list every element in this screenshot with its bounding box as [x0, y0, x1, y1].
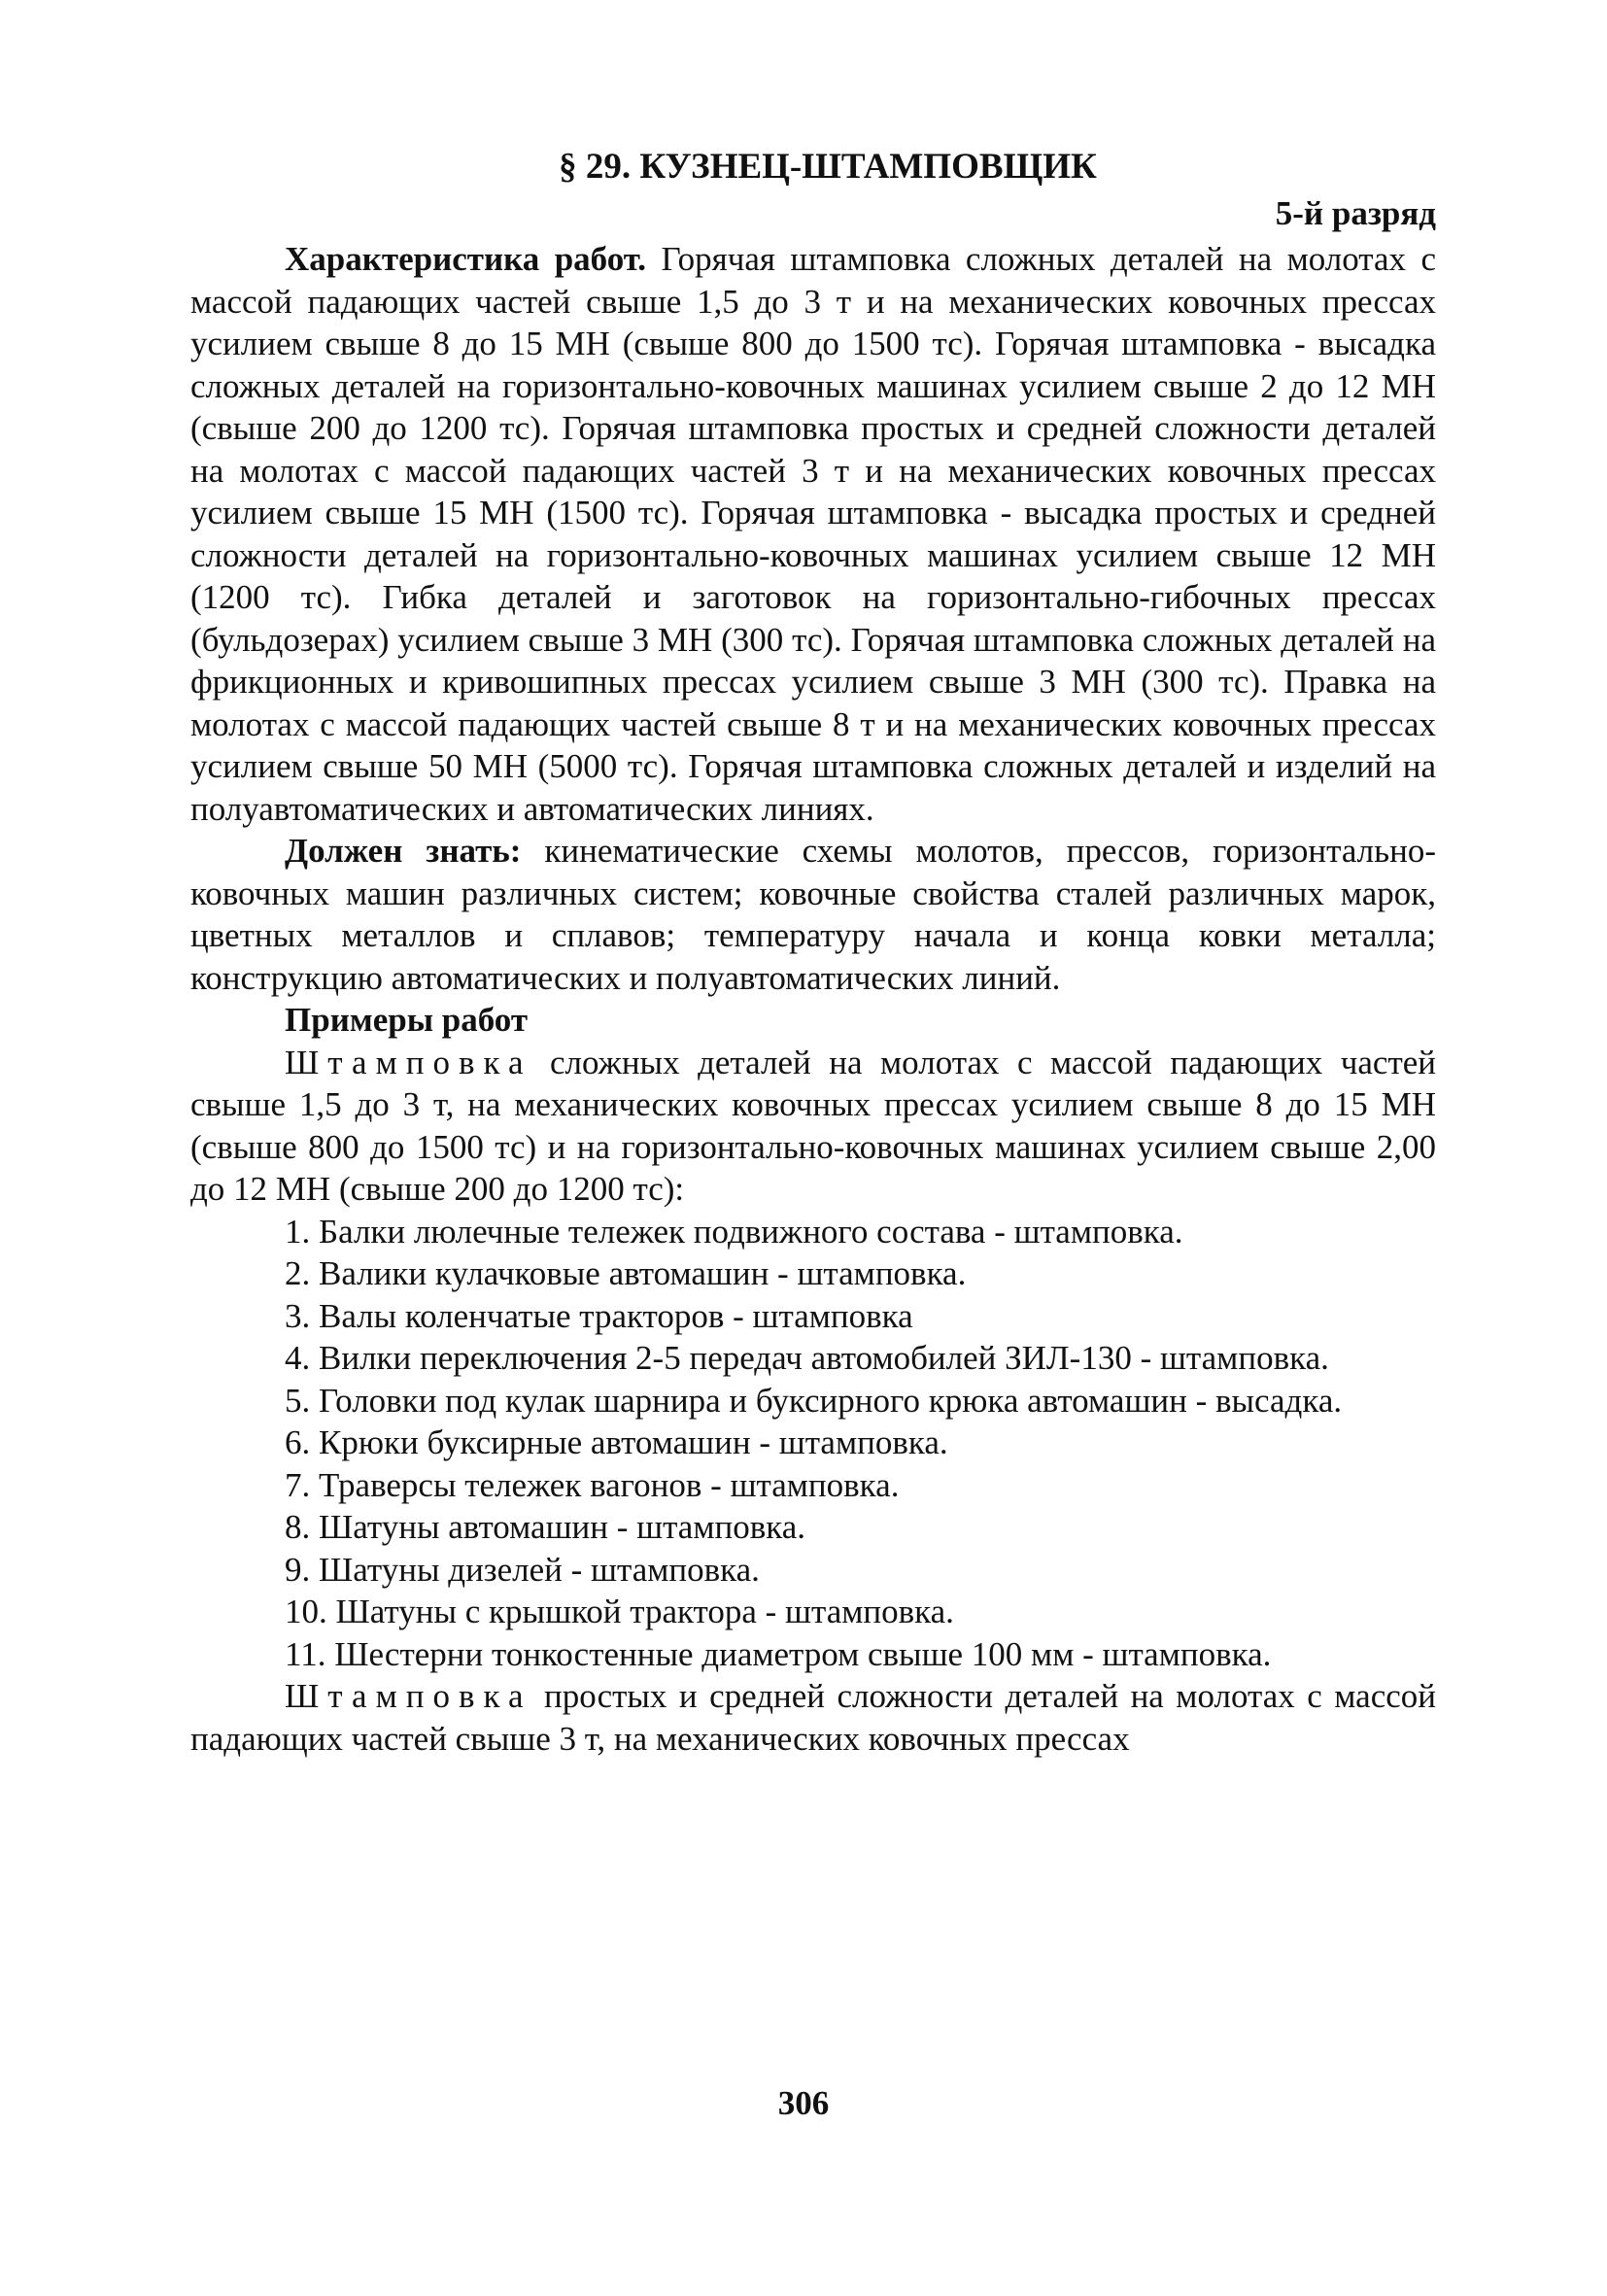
list-item: 6. Крюки буксирные автомашин - штамповка.	[285, 1423, 948, 1461]
knowledge-label: Должен знать:	[285, 832, 522, 870]
examples-title: Примеры работ	[285, 1001, 529, 1039]
document-page	[190, 146, 1436, 1760]
list-item: 10. Шатуны с крышкой трактора - штамповка.	[285, 1593, 954, 1630]
knowledge-text: кинематические схемы молотов, прессов, горизонтально-ковочных машин различных систем; ковочные свойства сталей различных марок, цветных металлов и сплавов; температуру начала и конца ковки металла; конструкцию автоматических и полуавтоматических линий.	[190, 832, 1436, 997]
list-item: 11. Шестерни тонкостенные диаметром свыше 100 мм - штамповка.	[285, 1634, 1272, 1673]
examples-list	[190, 1211, 1436, 1676]
examples-group-2-text: простых и средней сложности деталей на молотах с массой падающих частей свыше 3 т, на механических ковочных прессах	[190, 1677, 1436, 1758]
examples-group-2	[190, 1675, 1436, 1760]
examples-group-1-text: сложных деталей на молотах с массой падающих частей свыше 1,5 до 3 т, на механических ковочных прессах усилием свыше 8 до 15 МН (свыше 800 до 1500 тс) и на горизонтально-ковочных машинах усилием свыше 2,00 до 12 МН (свыше 200 до 1200 тс):	[190, 1043, 1437, 1208]
list-item: 5. Головки под кулак шарнира и буксирного крюка автомашин - высадка.	[285, 1381, 1343, 1420]
examples-group-2-lead: Штамповка	[285, 1677, 532, 1715]
grade-label: 5-й разряд	[1275, 193, 1436, 232]
knowledge-paragraph	[190, 830, 1436, 999]
list-item: 9. Шатуны дизелей - штамповка.	[285, 1550, 760, 1589]
list-item: 1. Балки люлечные тележек подвижного состава - штамповка.	[285, 1212, 1183, 1251]
list-item: 8. Шатуны автомашин - штамповка.	[285, 1508, 806, 1546]
section-heading: § 29. КУЗНЕЦ-ШТАМПОВЩИК	[559, 147, 1097, 187]
list-item: 4. Вилки переключения 2-5 передач автомобилей ЗИЛ-130 - штамповка.	[285, 1339, 1329, 1377]
page-number: 306	[777, 2084, 830, 2122]
list-item: 3. Валы коленчатые тракторов - штамповка	[285, 1296, 913, 1335]
examples-group-1	[190, 1042, 1436, 1211]
list-item: 2. Валики кулачковые автомашин - штамповка.	[285, 1254, 967, 1292]
list-item: 7. Траверсы тележек вагонов - штамповка.	[285, 1465, 900, 1504]
characteristic-paragraph	[190, 238, 1436, 830]
characteristic-text: Горячая штамповка сложных деталей на молотах с массой падающих частей свыше 1,5 до 3 т и на механических ковочных прессах усилием свыше 8 до 15 МН (свыше 800 до 1500 тс). Горячая штамповка - высадка сложных деталей на горизонтально-ковочных машинах усилием свыше 2 до 12 МН (свыше 200 до 1200 тс). Горячая штамповка простых и средней сложности деталей на молотах с массой падающих частей 3 т и на механических ковочных прессах усилием свыше 15 МН (1500 тс). Горячая штамповка - высадка простых и средней сложности деталей на горизонтально-ковочных машинах усилием свыше 12 МН (1200 тс). Гибка деталей и заготовок на горизонтально-гибочных прессах (бульдозерах) усилием свыше 3 МН (300 тс). Горячая штамповка сложных деталей на фрикционных и кривошипных прессах усилием свыше 3 МН (300 тс). Правка на молотах с массой падающих частей свыше 8 т и на механических ковочных прессах усилием свыше 50 МН (5000 тс). Горячая штамповка сложных деталей и изделий на полуавтоматических и автоматических линиях.	[190, 240, 1437, 828]
characteristic-label: Характеристика работ.	[285, 240, 647, 278]
examples-group-1-lead: Штамповка	[285, 1043, 532, 1081]
